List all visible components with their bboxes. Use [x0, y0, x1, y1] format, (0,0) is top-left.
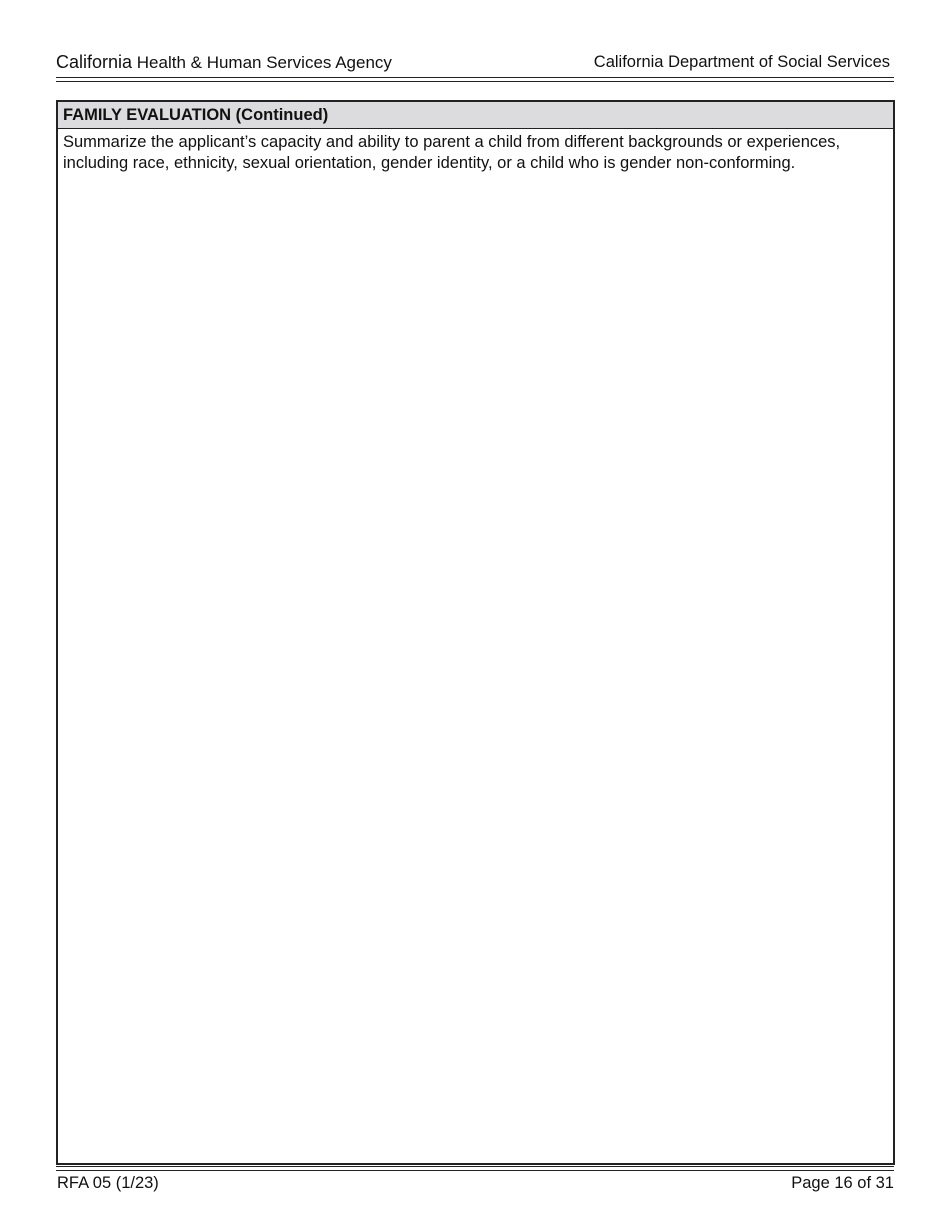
page-number: Page 16 of 31 — [791, 1174, 894, 1192]
form-id: RFA 05 (1/23) — [57, 1174, 159, 1192]
response-text-area[interactable] — [58, 180, 893, 1163]
section-title: FAMILY EVALUATION (Continued) — [58, 102, 893, 129]
department-name: California Department of Social Services — [593, 53, 890, 71]
section-prompt — [58, 129, 893, 174]
agency-name-rest: Health & Human Services Agency — [132, 53, 392, 72]
header-rule-bottom — [56, 81, 894, 82]
footer-rule-top — [56, 1166, 894, 1167]
page-header — [56, 52, 894, 76]
prompt-line-1: Summarize the applicant’s capacity and ability to parent a child from different backgrounds or experiences, — [63, 133, 841, 151]
agency-name-state: California — [56, 52, 133, 72]
family-evaluation-section — [56, 100, 895, 1165]
prompt-line-2: including race, ethnicity, sexual orientation, gender identity, or a child who is gender non-conforming. — [63, 154, 796, 172]
footer-rule-bottom — [56, 1170, 894, 1171]
header-rule-top — [56, 77, 894, 78]
agency-name — [56, 52, 392, 73]
page-footer — [56, 1174, 894, 1196]
